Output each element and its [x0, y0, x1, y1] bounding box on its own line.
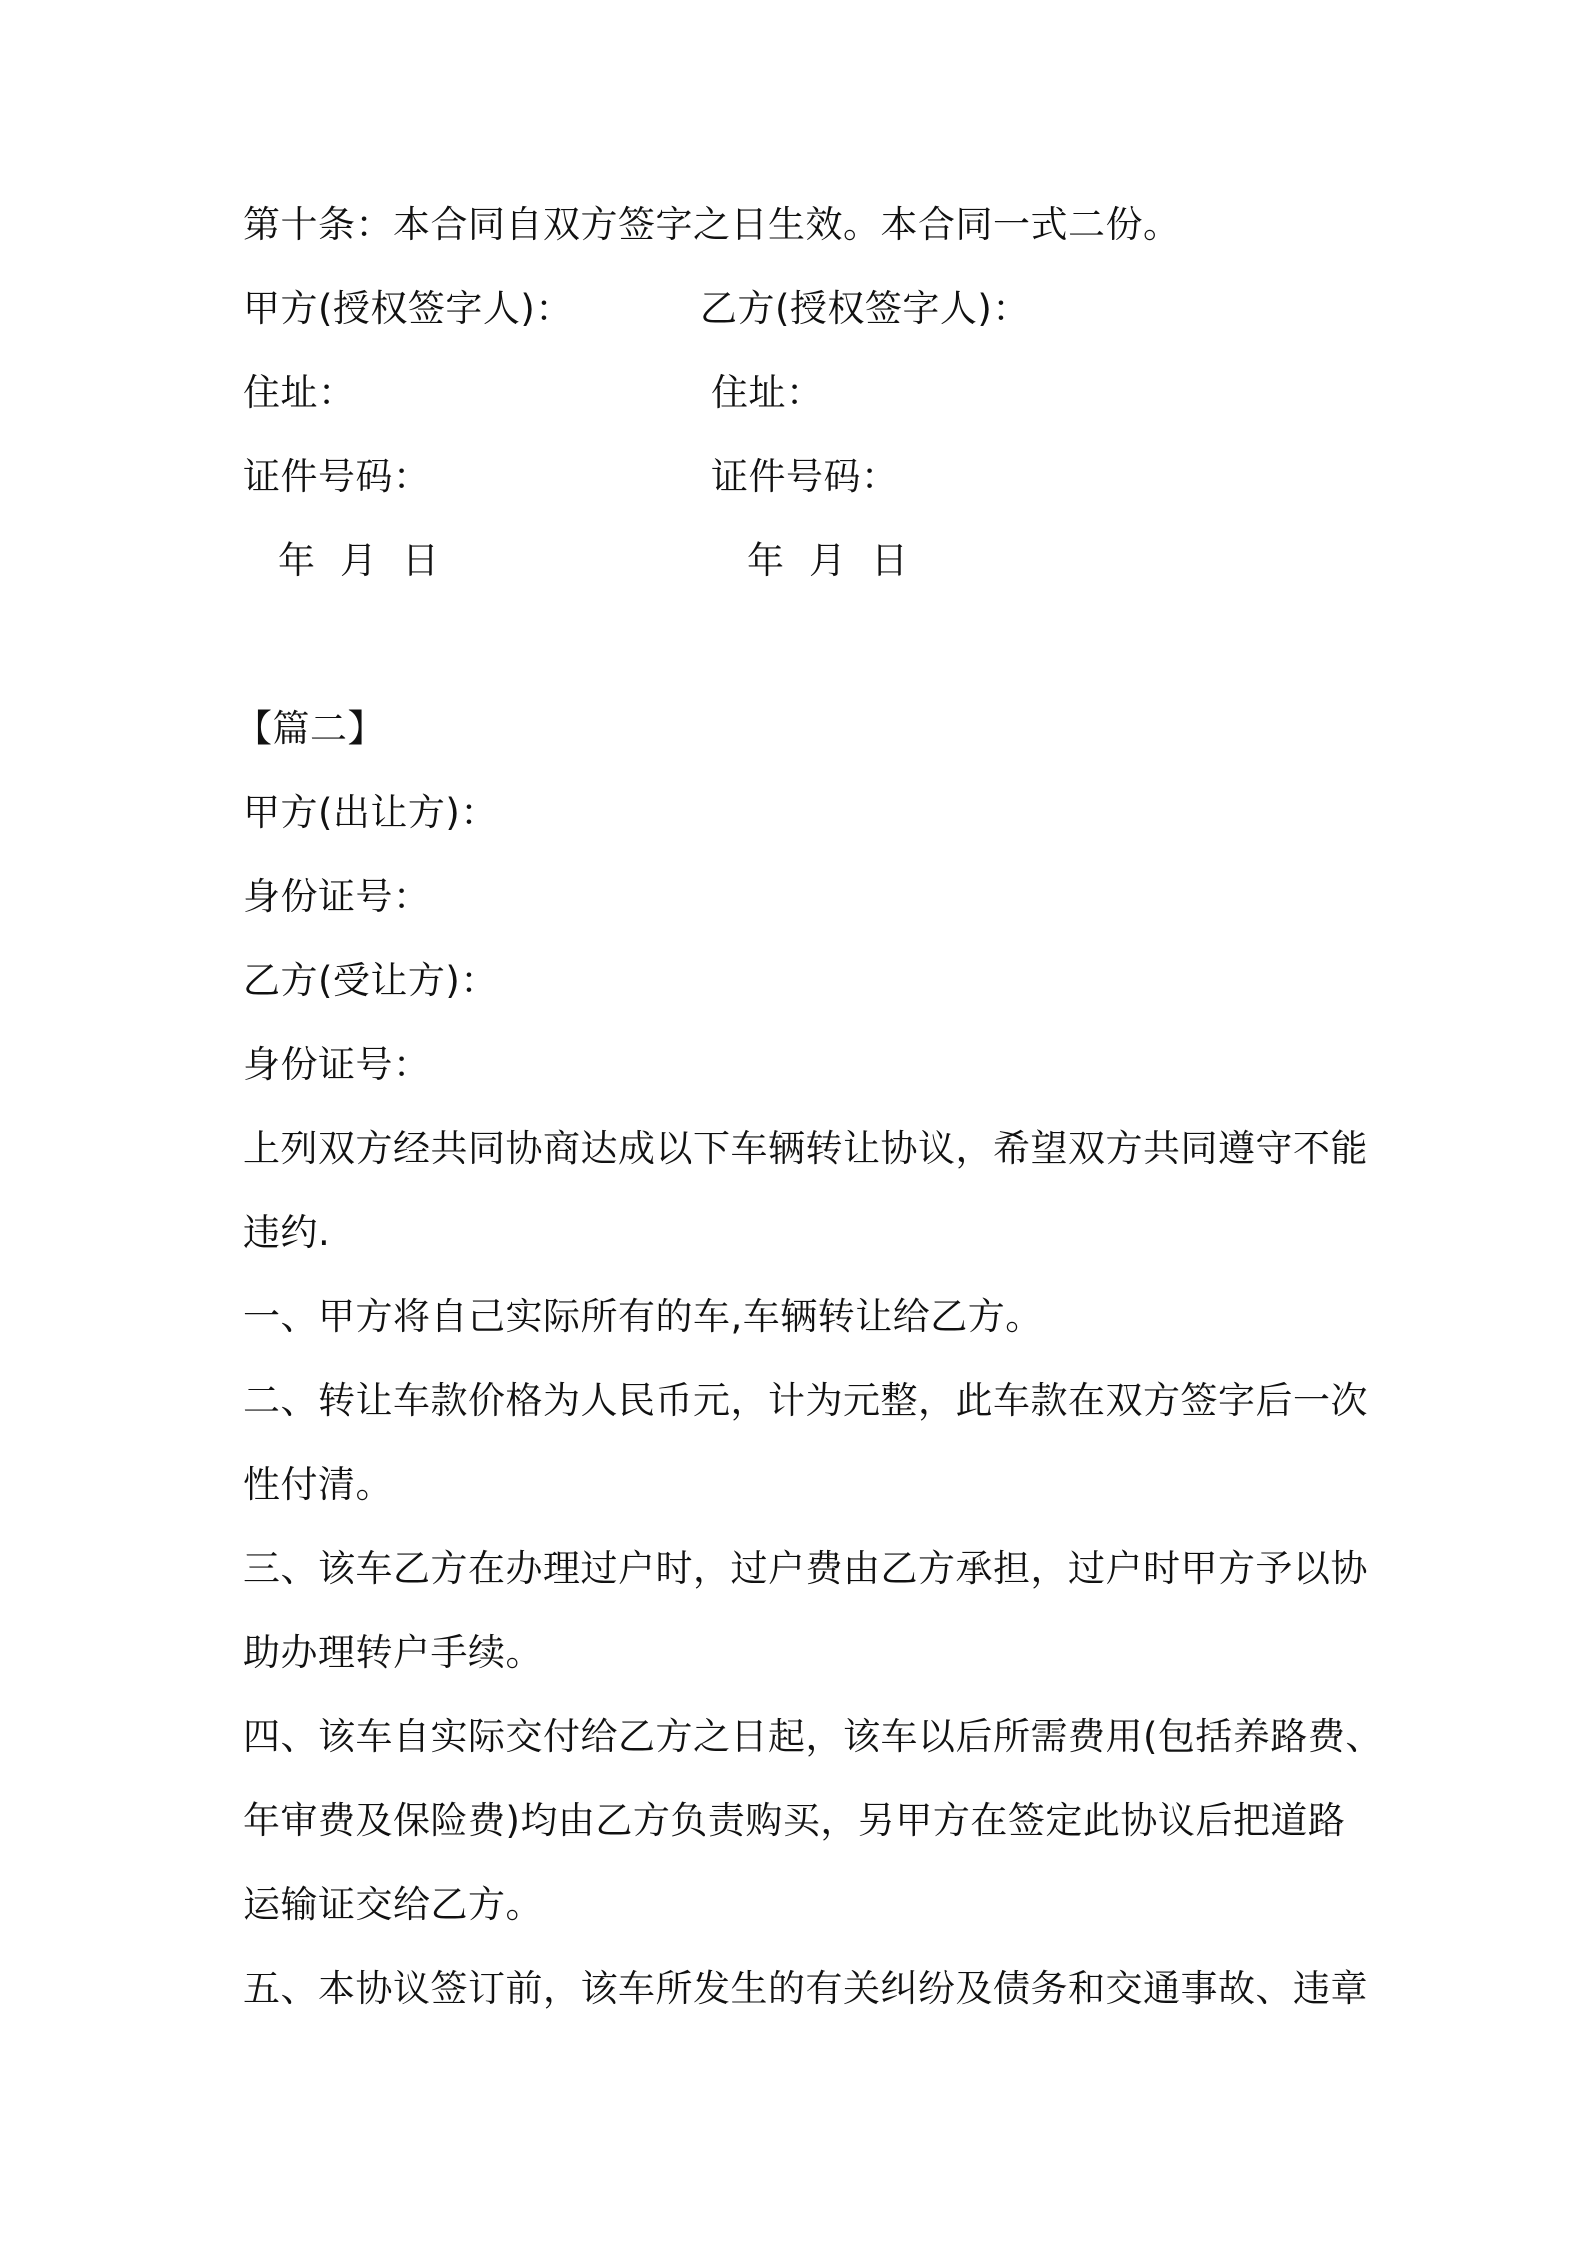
clause-5-line-1: 五、本协议签订前，该车所发生的有关纠纷及债务和交通事故、违章 [243, 1967, 1368, 2010]
clause-4-line-1: 四、该车自实际交付给乙方之日起，该车以后所需费用(包括养路费、 [243, 1715, 1383, 1758]
party-a-signature-label: 甲方(授权签字人)： [243, 287, 573, 330]
intro-line-1: 上列双方经共同协商达成以下车辆转让协议，希望双方共同遵守不能 [243, 1127, 1368, 1170]
party-a-transferor: 甲方(出让方)： [243, 791, 498, 834]
clause-4-line-3: 运输证交给乙方。 [243, 1883, 543, 1926]
party-a-id-number: 身份证号： [243, 875, 431, 918]
party-b-transferee: 乙方(受让方)： [243, 959, 498, 1002]
intro-line-2: 违约. [243, 1211, 331, 1254]
party-b-signature-label: 乙方(授权签字人)： [700, 287, 1030, 330]
clause-1: 一、甲方将自己实际所有的车,车辆转让给乙方。 [243, 1295, 1043, 1338]
party-a-id-label: 证件号码： [243, 455, 431, 498]
clause-2-line-1: 二、转让车款价格为人民币元，计为元整，此车款在双方签字后一次 [243, 1379, 1368, 1422]
clause-2-line-2: 性付清。 [243, 1463, 393, 1506]
party-b-id-number: 身份证号： [243, 1043, 431, 1086]
clause-3-line-1: 三、该车乙方在办理过户时，过户费由乙方承担，过户时甲方予以协 [243, 1547, 1368, 1590]
party-a-address-label: 住址： [243, 371, 356, 414]
section-title: 【篇二】 [235, 707, 385, 750]
clause-4-line-2: 年审费及保险费)均由乙方负责购买，另甲方在签定此协议后把道路 [243, 1799, 1346, 1842]
party-b-id-label: 证件号码： [711, 455, 899, 498]
clause-3-line-2: 助办理转户手续。 [243, 1631, 543, 1674]
party-b-date: 年 月 日 [747, 539, 909, 582]
party-a-date: 年 月 日 [278, 539, 440, 582]
article-10: 第十条：本合同自双方签字之日生效。本合同一式二份。 [243, 203, 1181, 246]
party-b-address-label: 住址： [711, 371, 824, 414]
